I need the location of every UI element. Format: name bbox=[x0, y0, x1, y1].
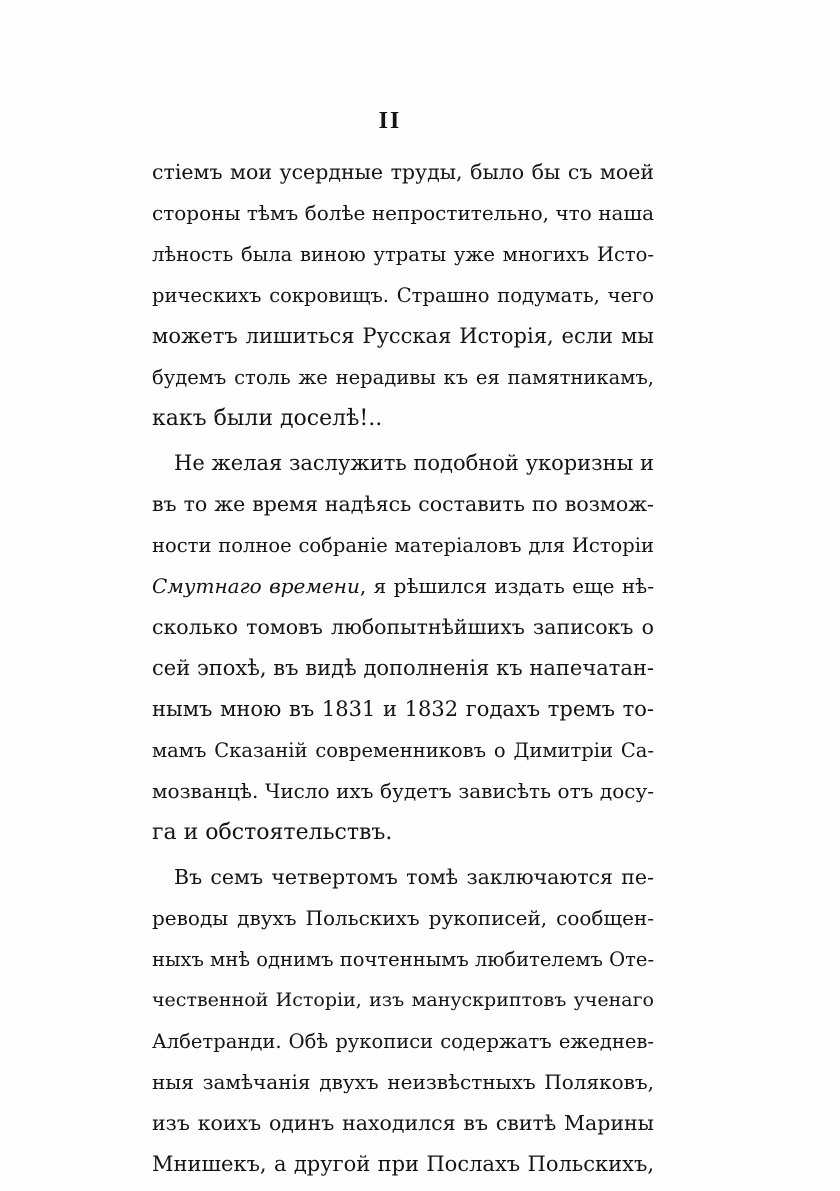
text-line: нымъ мною въ 1831 и 1832 годахъ тремъ то- bbox=[152, 697, 654, 721]
text-line-rest: , я рѣшился издать еще нѣ- bbox=[359, 574, 654, 598]
italic-phrase: Смутнаго времени bbox=[152, 574, 360, 598]
text-line: можетъ лишиться Русская Исторія, если мы bbox=[152, 324, 654, 348]
text-line: га и обстоятельствъ. bbox=[152, 820, 393, 845]
text-line: сколько томовъ любопытнѣйшихъ записокъ о bbox=[152, 615, 654, 639]
text-line: какъ были доселѣ!.. bbox=[152, 406, 383, 431]
text-line: реводы двухъ Польскихъ рукописей, сообщен- bbox=[152, 906, 654, 930]
text-line: лѣность была виною утраты уже многихъ Исто- bbox=[152, 243, 654, 266]
text-line: чественной Исторіи, изъ манускриптовъ ученаго bbox=[152, 989, 654, 1011]
text-line: въ то же время надѣясь составить по возмож- bbox=[152, 492, 654, 516]
text-line: ныя замѣчанія двухъ неизвѣстныхъ Поляковъ, bbox=[152, 1070, 654, 1094]
text-line-with-italic bbox=[152, 566, 654, 607]
text-line: ности полное собраніе матеріаловъ для Исторіи bbox=[152, 534, 654, 557]
text-line: рическихъ сокровищъ. Страшно подумать, чего bbox=[152, 284, 654, 307]
text-line: Албетранди. Обѣ рукописи содержатъ ежеднев- bbox=[152, 1030, 654, 1053]
text-line: ныхъ мнѣ однимъ почтеннымъ любителемъ Оте- bbox=[152, 948, 655, 971]
text-line: изъ коихъ одинъ находился въ свитѣ Марины bbox=[152, 1111, 654, 1135]
text-line: стіемъ мои усердные труды, было бы съ моей bbox=[152, 160, 654, 184]
text-line: мозванцѣ. Число ихъ будетъ зависѣть отъ досу- bbox=[152, 779, 654, 803]
text-line: будемъ столь же нерадивы къ ея памятникамъ, bbox=[152, 366, 654, 389]
text-line: сей эпохѣ, въ видѣ дополненія къ напечатан- bbox=[152, 656, 654, 680]
text-line: стороны тѣмъ болѣе непростительно, что наша bbox=[152, 201, 654, 225]
page-number: II bbox=[378, 108, 402, 134]
text-line: Мнишекъ, а другой при Послахъ Польскихъ, bbox=[152, 1152, 654, 1176]
text-line: мамъ Сказаній современниковъ о Димитріи Са- bbox=[152, 739, 654, 762]
text-line: Въ семъ четвертомъ томѣ заключаются пе- bbox=[174, 865, 654, 889]
text-line: Не желая заслужить подобной укоризны и bbox=[174, 451, 654, 475]
body-text bbox=[152, 152, 654, 1185]
